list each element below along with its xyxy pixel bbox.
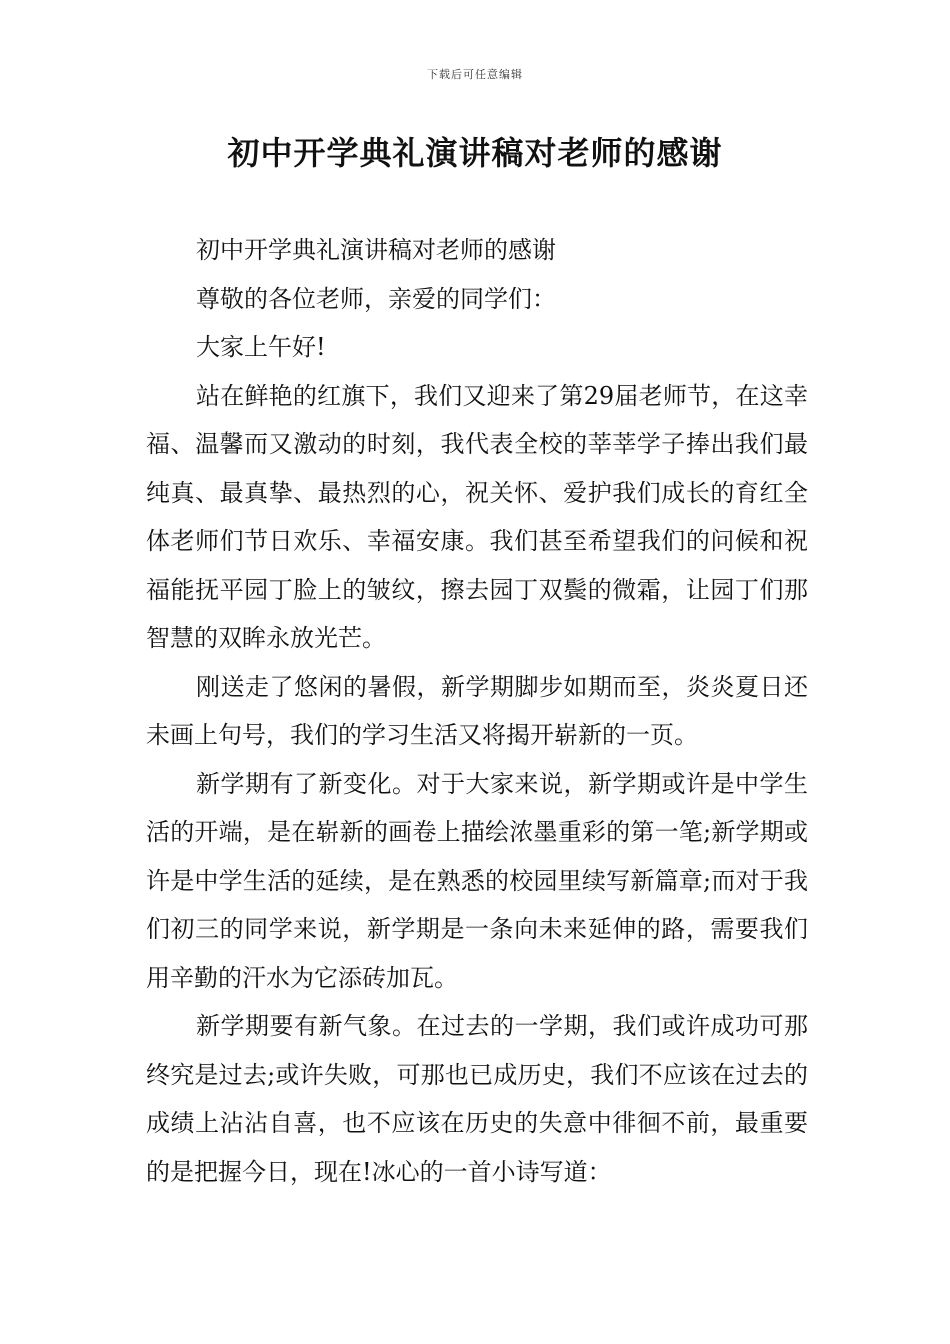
header-note: 下载后可任意编辑 <box>427 68 523 81</box>
paragraph-new-atmosphere: 新学期要有新气象。在过去的一学期，我们或许成功可那终究是过去;或许失败，可那也已成历史，我们不应该在过去的成绩上沾沾自喜，也不应该在历史的失意中徘徊不前，最重要的是把握今日，现在!冰心的一首小诗写道： <box>146 1012 808 1186</box>
paragraph-new-semester: 刚送走了悠闲的暑假，新学期脚步如期而至，炎炎夏日还未画上句号，我们的学习生活又将揭开崭新的一页。 <box>146 672 808 749</box>
paragraph-greeting: 大家上午好! <box>196 333 326 361</box>
paragraph-new-changes: 新学期有了新变化。对于大家来说，新学期或许是中学生活的开端，是在崭新的画卷上描绘浓墨重彩的第一笔;新学期或许是中学生活的延续，是在熟悉的校园里续写新篇章;而对于我们初三的同学来说，新学期是一条向未来延伸的路，需要我们用辛勤的汗水为它添砖加瓦。 <box>146 769 808 992</box>
paragraph-teachers-day: 站在鲜艳的红旗下，我们又迎来了第29届老师节，在这幸福、温馨而又激动的时刻，我代表全校的莘莘学子捧出我们最纯真、最真挚、最热烈的心，祝关怀、爱护我们成长的育红全体老师们节日欢乐、幸福安康。我们甚至希望我们的问候和祝福能抚平园丁脸上的皱纹，擦去园丁双鬓的微霜，让园丁们那智慧的双眸永放光芒。 <box>146 381 808 652</box>
paragraph-salutation: 尊敬的各位老师，亲爱的同学们： <box>196 284 556 313</box>
paragraph-heading-repeat: 初中开学典礼演讲稿对老师的感谢 <box>196 236 556 264</box>
document-title: 初中开学典礼演讲稿对老师的感谢 <box>227 134 723 172</box>
document-body <box>146 226 808 1196</box>
